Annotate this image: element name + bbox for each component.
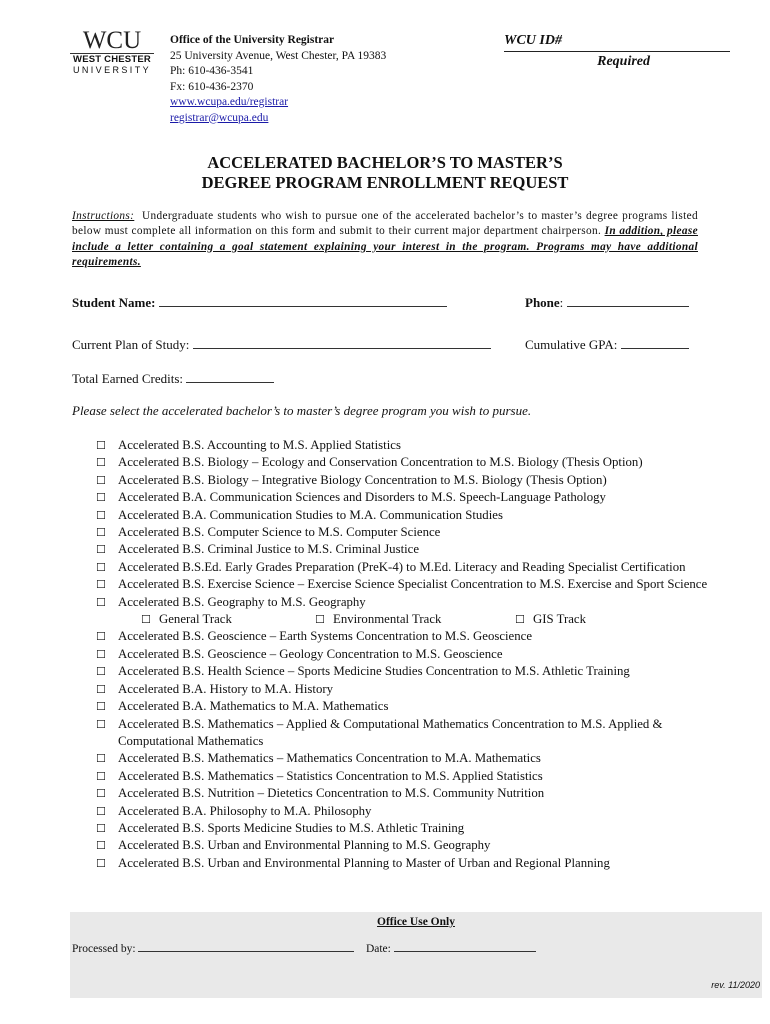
checkbox-icon[interactable]: ☐ xyxy=(96,491,106,505)
program-item[interactable] xyxy=(96,576,716,593)
track-environmental[interactable] xyxy=(315,611,515,628)
instructions xyxy=(72,209,698,271)
gpa-label: Cumulative GPA: xyxy=(525,337,618,352)
checkbox-icon[interactable]: ☐ xyxy=(515,613,525,627)
wcu-id-label: WCU ID# xyxy=(504,33,562,48)
checkbox-icon[interactable]: ☐ xyxy=(96,682,106,696)
checkbox-icon[interactable]: ☐ xyxy=(96,630,106,644)
office-use-section xyxy=(70,912,762,998)
program-label: Accelerated B.S. Nutrition – Dietetics Concentration to M.S. Community Nutrition xyxy=(118,786,545,801)
checkbox-icon[interactable]: ☐ xyxy=(96,769,106,783)
title-line-2: DEGREE PROGRAM ENROLLMENT REQUEST xyxy=(201,173,569,192)
program-item[interactable] xyxy=(96,489,716,506)
processed-by-input[interactable] xyxy=(138,940,354,952)
track-gis[interactable] xyxy=(515,611,586,628)
program-item[interactable] xyxy=(96,559,716,576)
program-item[interactable] xyxy=(96,803,716,820)
checkbox-icon[interactable]: ☐ xyxy=(96,752,106,766)
student-name-label: Student Name: xyxy=(72,295,156,310)
plan-label: Current Plan of Study: xyxy=(72,337,190,352)
checkbox-icon[interactable]: ☐ xyxy=(96,543,106,557)
office-name: Office of the University Registrar xyxy=(170,34,335,46)
track-label: GIS Track xyxy=(533,612,586,627)
checkbox-icon[interactable]: ☐ xyxy=(96,560,106,574)
wcu-id-field[interactable] xyxy=(504,33,730,70)
office-web-link[interactable]: www.wcupa.edu/registrar xyxy=(170,96,289,108)
checkbox-icon[interactable]: ☐ xyxy=(96,839,106,853)
checkbox-icon[interactable]: ☐ xyxy=(96,856,106,870)
checkbox-icon[interactable]: ☐ xyxy=(96,821,106,835)
program-label: Accelerated B.S. Mathematics – Applied & Computational Mathematics Concentration to M.S. Applied & Computational Mathematics xyxy=(118,716,663,748)
office-info xyxy=(170,33,386,126)
selection-prompt: Please select the accelerated bachelor’s to master’s degree program you wish to pursue. xyxy=(72,403,532,418)
program-item[interactable] xyxy=(96,663,716,680)
program-label: Accelerated B.S.Ed. Early Grades Preparation (PreK-4) to M.Ed. Literacy and Reading Specialist Certification xyxy=(118,559,686,574)
program-item[interactable] xyxy=(96,472,716,489)
program-item[interactable] xyxy=(96,768,716,785)
plan-input[interactable] xyxy=(193,337,491,349)
office-use-header: Office Use Only xyxy=(377,916,455,928)
program-item[interactable] xyxy=(96,454,716,471)
wcu-id-required: Required xyxy=(597,54,650,69)
program-item[interactable] xyxy=(96,785,716,802)
program-label: Accelerated B.A. History to M.A. History xyxy=(118,681,334,696)
checkbox-icon[interactable]: ☐ xyxy=(315,613,325,627)
checkbox-icon[interactable]: ☐ xyxy=(96,473,106,487)
phone-input[interactable] xyxy=(567,295,689,307)
checkbox-icon[interactable]: ☐ xyxy=(96,595,106,609)
gpa-input[interactable] xyxy=(621,337,689,349)
checkbox-icon[interactable]: ☐ xyxy=(96,647,106,661)
date-label: Date: xyxy=(365,943,391,955)
checkbox-icon[interactable]: ☐ xyxy=(96,578,106,592)
office-email-link[interactable]: registrar@wcupa.edu xyxy=(170,111,269,124)
logo-university: UNIVERSITY xyxy=(72,65,151,75)
program-item[interactable] xyxy=(96,594,716,611)
program-label: Accelerated B.S. Computer Science to M.S. Computer Science xyxy=(118,525,441,540)
program-item[interactable] xyxy=(96,524,716,541)
credits-input[interactable] xyxy=(186,371,274,383)
office-use-row xyxy=(72,940,536,955)
processed-by-label: Processed by: xyxy=(72,943,136,955)
office-phone: Ph: 610-436-3541 xyxy=(170,65,254,77)
date-input[interactable] xyxy=(394,940,536,952)
geography-tracks xyxy=(96,611,716,628)
program-item[interactable] xyxy=(96,681,716,698)
checkbox-icon[interactable]: ☐ xyxy=(96,456,106,470)
program-item[interactable] xyxy=(96,541,716,558)
program-item[interactable] xyxy=(96,646,716,663)
checkbox-icon[interactable]: ☐ xyxy=(96,717,106,731)
program-item[interactable] xyxy=(96,716,716,751)
program-label: Accelerated B.S. Urban and Environmental Planning to Master of Urban and Regional Planning xyxy=(118,855,610,870)
instructions-emphasis: In addition, please include a letter containing a goal statement explaining your interest in the program. Programs may have additional requirements. xyxy=(72,225,698,269)
program-item[interactable] xyxy=(96,437,716,454)
office-fax: Fx: 610-436-2370 xyxy=(170,80,254,93)
program-label: Accelerated B.A. Mathematics to M.A. Mathematics xyxy=(118,699,389,714)
program-label: Accelerated B.S. Biology – Ecology and Conservation Concentration to M.S. Biology (Thesis Option) xyxy=(118,455,643,470)
wcu-logo xyxy=(70,27,154,75)
instructions-text: Undergraduate students who wish to pursue one of the accelerated bachelor’s to master’s degree programs listed below must complete all information on this form and submit to their current major department chairperson. xyxy=(72,210,698,238)
credits-field[interactable] xyxy=(72,371,274,387)
checkbox-icon[interactable]: ☐ xyxy=(96,508,106,522)
checkbox-icon[interactable]: ☐ xyxy=(96,439,106,452)
form-title xyxy=(0,153,770,193)
program-item[interactable] xyxy=(96,837,716,854)
gpa-field[interactable] xyxy=(525,337,689,353)
program-label: Accelerated B.S. Biology – Integrative Biology Concentration to M.S. Biology (Thesis Option) xyxy=(118,472,607,487)
student-name-input[interactable] xyxy=(159,295,447,307)
title-line-1: ACCELERATED BACHELOR’S TO MASTER’S xyxy=(207,153,563,172)
program-label: Accelerated B.S. Geography to M.S. Geography xyxy=(118,594,366,609)
track-label: General Track xyxy=(159,612,232,627)
program-label: Accelerated B.S. Geoscience – Earth Systems Concentration to M.S. Geoscience xyxy=(118,629,532,644)
program-label: Accelerated B.S. Criminal Justice to M.S. Criminal Justice xyxy=(118,542,420,557)
program-label: Accelerated B.A. Philosophy to M.A. Philosophy xyxy=(118,803,372,818)
program-label: Accelerated B.A. Communication Sciences and Disorders to M.S. Speech-Language Pathology xyxy=(118,490,606,505)
program-list xyxy=(96,437,716,872)
wcu-id-line[interactable] xyxy=(504,51,730,52)
logo-west-chester: WEST CHESTER xyxy=(73,54,151,65)
checkbox-icon[interactable]: ☐ xyxy=(96,665,106,679)
checkbox-icon[interactable]: ☐ xyxy=(96,700,106,714)
instructions-label: Instructions: xyxy=(72,210,135,222)
program-label: Accelerated B.S. Sports Medicine Studies to M.S. Athletic Training xyxy=(118,820,465,835)
program-label: Accelerated B.S. Accounting to M.S. Applied Statistics xyxy=(118,438,401,452)
track-label: Environmental Track xyxy=(333,612,442,627)
checkbox-icon[interactable]: ☐ xyxy=(96,526,106,540)
revision-note: rev. 11/2020 xyxy=(711,980,760,990)
plan-field[interactable] xyxy=(72,337,491,353)
checkbox-icon[interactable]: ☐ xyxy=(96,804,106,818)
checkbox-icon[interactable]: ☐ xyxy=(96,787,106,801)
office-address: 25 University Avenue, West Chester, PA 19383 xyxy=(170,49,387,62)
program-label: Accelerated B.S. Health Science – Sports Medicine Studies Concentration to M.S. Athletic Training xyxy=(118,664,630,679)
track-general[interactable] xyxy=(141,611,315,628)
program-item[interactable] xyxy=(96,855,716,872)
program-item[interactable] xyxy=(96,507,716,524)
program-item[interactable] xyxy=(96,750,716,767)
program-item[interactable] xyxy=(96,628,716,645)
credits-label: Total Earned Credits: xyxy=(72,371,184,386)
program-label: Accelerated B.S. Mathematics – Mathematics Concentration to M.A. Mathematics xyxy=(118,751,541,766)
program-label: Accelerated B.A. Communication Studies to M.A. Communication Studies xyxy=(118,507,503,522)
program-label: Accelerated B.S. Mathematics – Statistics Concentration to M.S. Applied Statistics xyxy=(118,768,543,783)
logo-wcu: WCU xyxy=(82,27,142,54)
program-label: Accelerated B.S. Urban and Environmental Planning to M.S. Geography xyxy=(118,838,491,853)
student-name-field[interactable] xyxy=(72,295,447,311)
program-label: Accelerated B.S. Geoscience – Geology Concentration to M.S. Geoscience xyxy=(118,646,503,661)
program-label: Accelerated B.S. Exercise Science – Exercise Science Specialist Concentration to M.S. Exercise and Sport Science xyxy=(118,577,708,592)
program-item[interactable] xyxy=(96,820,716,837)
phone-label: Phone xyxy=(525,295,560,310)
program-item[interactable] xyxy=(96,698,716,715)
phone-field[interactable]: Phone: xyxy=(525,295,689,311)
checkbox-icon[interactable]: ☐ xyxy=(141,613,151,627)
